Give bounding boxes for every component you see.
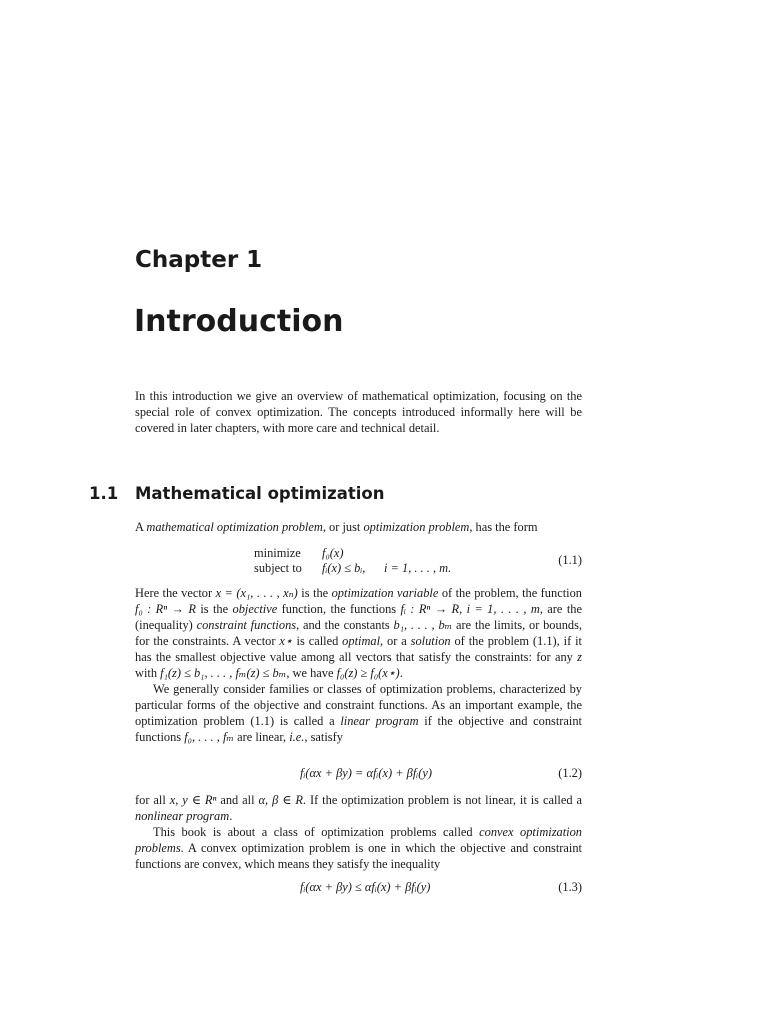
lead-a: A — [135, 520, 147, 534]
lead-end: , has the form — [469, 520, 538, 534]
equation-number-1-1: (1.1) — [558, 553, 582, 567]
chapter-label: Chapter 1 — [135, 247, 263, 273]
chapter-title: Introduction — [134, 304, 344, 339]
paragraph-definitions: Here the vector x = (x₁, . . . , xₙ) is the optimization variable of the problem, the function f₀ : Rⁿ → R is the objective function, the functions fᵢ : Rⁿ → R, i = 1, . . . , m, are the (inequality) constraint functions, and the constants b₁, . . . , bₘ are the limits, or bounds, for the constraints. A vector x⋆ is called optimal, or a solution of the problem (1.1), if it has the smallest objective value among all vectors that satisfy the constraints: for any z with f₁(z) ≤ b₁, . . . , fₘ(z) ≤ bₘ, we have f₀(z) ≥ f₀(x⋆). — [135, 586, 583, 680]
equation-1-2 — [135, 766, 582, 782]
paragraph-nonlinear: for all x, y ∈ Rⁿ and all α, β ∈ R. If the optimization problem is not linear, it is called a nonlinear program. — [135, 793, 582, 823]
intro-paragraph — [135, 388, 582, 436]
equation-1-1-number-row — [135, 553, 582, 569]
eq-constraint-range: i = 1, . . . , m. — [384, 561, 452, 575]
paragraph-convex: This book is about a class of optimization problems called convex optimization problems. A convex optimization problem is one in which the objective and constraint functions are convex, which means they satisfy the inequality — [135, 825, 583, 871]
after-eq-paragraphs — [135, 792, 582, 872]
eq-subject-to-word: subject to — [254, 561, 302, 575]
eq-convexity-expr: fᵢ(αx + βy) ≤ αfᵢ(x) + βfᵢ(y) — [300, 880, 431, 894]
section-title: Mathematical optimization — [135, 484, 385, 503]
eq-minimize-word: minimize — [254, 546, 301, 560]
eq-objective-expr: f₀(x) — [322, 546, 344, 560]
eq-linearity-expr: fᵢ(αx + βy) = αfᵢ(x) + βfᵢ(y) — [300, 766, 432, 780]
lead-paragraph — [135, 519, 582, 535]
section-number: 1.1 — [89, 484, 119, 503]
equation-number-1-2: (1.2) — [558, 766, 582, 780]
intro-text: In this introduction we give an overview of mathematical optimization, focusing on the special role of convex optimization. The concepts introduced informally here will be covered in later chapters, with more care and technical detail. — [135, 389, 582, 435]
term-mathematical-optimization-problem: mathematical optimization problem — [146, 520, 323, 534]
paragraph-linear-program: We generally consider families or classes of optimization problems, characterized by particular forms of the objective and constraint functions. As an important example, the optimization problem (1.1) is called a linear program if the objective and constraint functions f₀, . . . , fₘ are linear, i.e., satisfy — [135, 682, 583, 744]
equation-1-3 — [135, 880, 582, 896]
equation-number-1-3: (1.3) — [558, 880, 582, 894]
main-paragraphs — [135, 585, 582, 745]
lead-mid: , or just — [322, 520, 364, 534]
term-optimization-problem: optimization problem — [363, 520, 470, 534]
eq-constraint-expr: fᵢ(x) ≤ bᵢ, — [322, 561, 366, 575]
